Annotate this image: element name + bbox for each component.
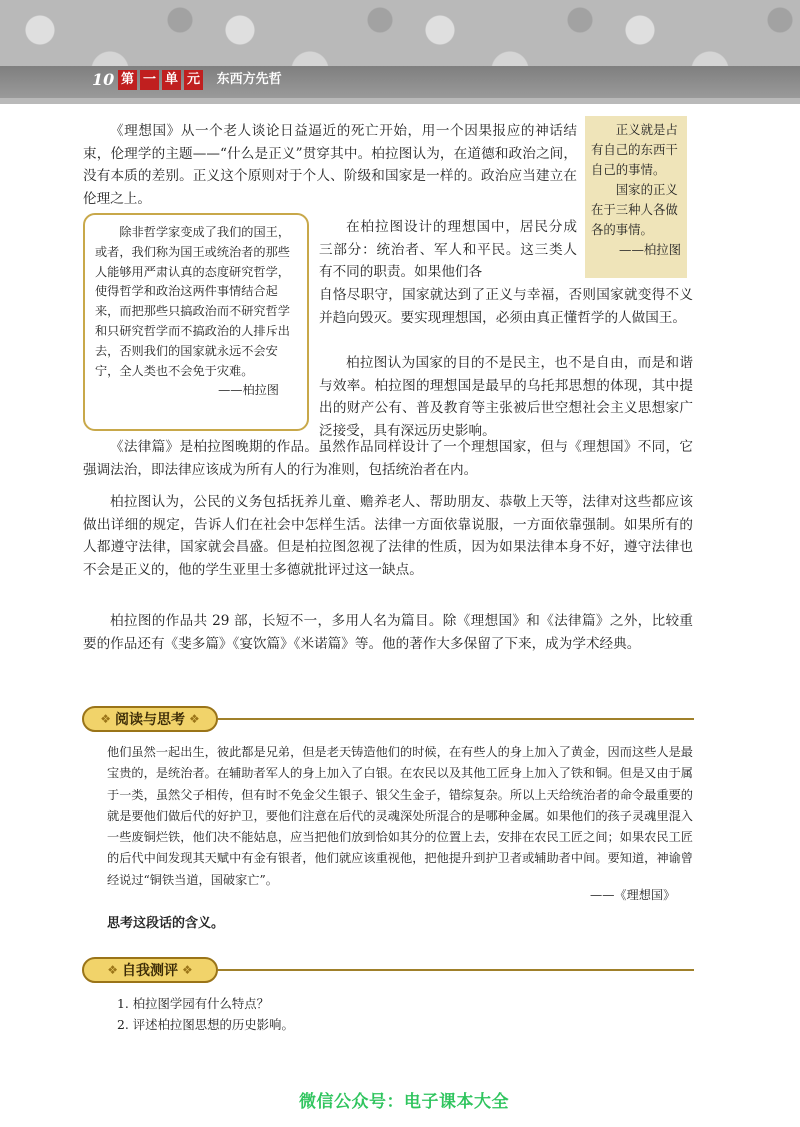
reading-badge [82,706,218,732]
ornament-icon: ❖ [182,963,193,977]
body-paragraph-2b: 自恪尽职守，国家就达到了正义与幸福，否则国家就变得不义并趋向毁灭。要实现理想国，必须由真正懂哲学的人做国王。 [319,287,693,326]
ornament-icon: ❖ [100,712,111,726]
side-quote-attribution: ——柏拉图 [619,242,681,257]
ornament-icon: ❖ [107,963,118,977]
quiz-item: 2. 评述柏拉图思想的历史影响。 [117,1017,294,1032]
reading-passage: 他们虽然一起出生，彼此都是兄弟，但是老天铸造他们的时候，在有些人的身上加入了黄金，因而这些人是最宝贵的，是统治者。在辅助者军人的身上加入了白银。在农民以及其他工匠身上加入了铁和铜。但是又由于属于一类，虽然父子相传，但有时不免金父生银子、银父生金子，错综复杂。所以上天给统治者的命令最重要的就是要他们做后代的好护卫，要他们注意在后代的灵魂深处所混合的是哪种金属。如果他们的孩子灵魂里混入一些废铜烂铁，他们决不能姑息，应当把他们放到恰如其分的位置上去，安排在农民工匠之间；如果农民工匠的后代中间发现其天赋中有金有银者，他们就应该重视他，把他提升到护卫者或辅助者中间。要知道，神谕曾经说过“铜铁当道，国破家亡”。 [107,745,693,887]
unit-title: 东西方先哲 [216,72,282,87]
unit-char: 第 [118,70,137,90]
body-paragraph-4: 《法律篇》是柏拉图晚期的作品。虽然作品同样设计了一个理想国家，但与《理想国》不同，它强调法治，即法律应该成为所有人的行为准则，包括统治者在内。 [83,439,693,478]
side-quote-1: 正义就是占有自己的东西干自己的事情。 [591,122,678,177]
side-quote-2: 国家的正义在于三种人各做各的事情。 [591,182,678,237]
unit-char: 一 [140,70,159,90]
self-test-badge [82,957,218,983]
plato-quote-box [83,213,309,431]
unit-char: 单 [162,70,181,90]
unit-label [118,70,282,90]
body-paragraph-6: 柏拉图的作品共 29 部，长短不一，多用人名为篇目。除《理想国》和《法律篇》之外，比较重要的作品还有《斐多篇》《宴饮篇》《米诺篇》等。他的著作大多保留了下来，成为学术经典。 [83,613,693,652]
body-paragraph-2a: 在柏拉图设计的理想国中，居民分成三部分：统治者、军人和平民。这三类人有不同的职责。如果他们各 [319,219,577,281]
unit-char: 元 [184,70,203,90]
plato-quote-text: 除非哲学家变成了我们的国王，或者，我们称为国王或统治者的那些人能够用严肃认真的态度研究哲学，使得哲学和政治这两件事情结合起来，而把那些只搞政治而不研究哲学和只研究哲学而不搞政治的人排斥出去，否则我们的国家就永远不会安宁，全人类也不会免于灾难。 [95,225,291,378]
ornament-icon: ❖ [189,712,200,726]
reading-attribution: ——《理想国》 [590,888,676,902]
reading-prompt: 思考这段话的含义。 [107,916,225,931]
plato-quote-attribution: ——柏拉图 [218,383,279,398]
quiz-item: 1. 柏拉图学园有什么特点？ [117,996,270,1011]
page-number: 10 [92,70,115,89]
body-paragraph-1: 《理想国》从一个老人谈论日益逼近的死亡开始，用一个因果报应的神话结束，伦理学的主题——“什么是正义”贯穿其中。柏拉图认为，在道德和政治之间，没有本质的差别。正义这个原则对于个人、阶级和国家是一样的。政治应当建立在伦理之上。 [83,123,577,207]
header-banner [0,0,800,104]
self-test-header [82,957,694,983]
reading-label: 阅读与思考 [115,712,185,728]
reading-section-header [82,706,694,732]
watermark: 微信公众号：电子课本大全 [299,1092,509,1112]
self-test-label: 自我测评 [122,963,178,979]
side-quote-box [585,116,687,278]
body-paragraph-5: 柏拉图认为，公民的义务包括抚养儿童、赡养老人、帮助朋友、恭敬上天等，法律对这些都应该做出详细的规定，告诉人们在社会中怎样生活。法律一方面依靠说服，一方面依靠强制。如果所有的人都遵守法律，国家就会昌盛。但是柏拉图忽视了法律的性质，因为如果法律本身不好，遵守法律也不会是正义的，他的学生亚里士多德就批评过这一缺点。 [83,494,693,578]
section-divider [218,718,694,720]
body-paragraph-3: 柏拉图认为国家的目的不是民主，也不是自由，而是和谐与效率。柏拉图的理想国是最早的乌托邦思想的体现，其中提出的财产公有、普及教育等主张被后世空想社会主义思想家广泛接受，具有深远历史影响。 [319,355,693,439]
section-divider [218,969,694,971]
